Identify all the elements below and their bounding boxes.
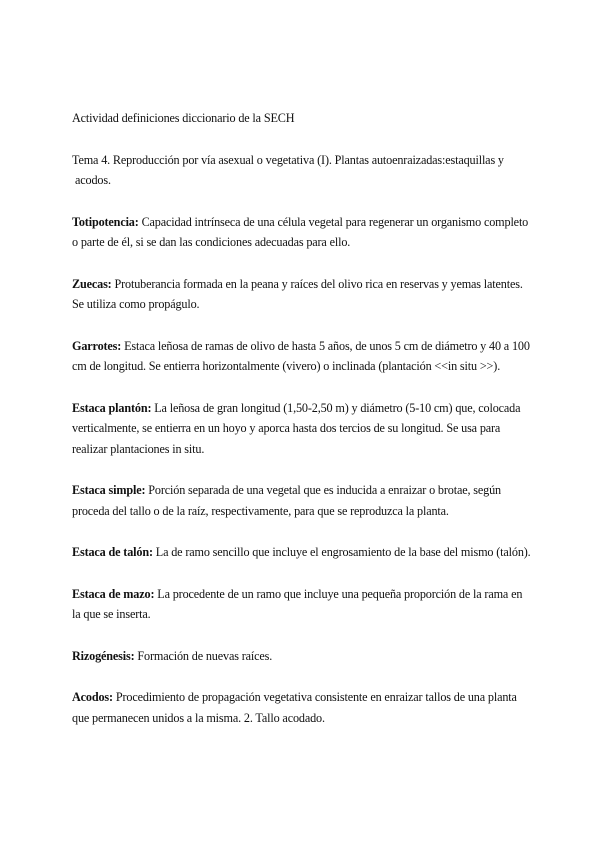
definition-entry-zuecas [72, 274, 532, 315]
definition-text: La procedente de un ramo que incluye una pequeña proporción de la rama en la que se inserta. [72, 586, 523, 621]
definition-text: Procedimiento de propagación vegetativa consistente en enraizar tallos de una planta que permanecen unidos a la misma. 2. Tallo acodado. [72, 690, 517, 725]
definition-term: Zuecas: [72, 276, 112, 291]
definition-text: La leñosa de gran longitud (1,50-2,50 m) y diámetro (5-10 cm) que, colocada verticalmente, se entierra en un hoyo y aporca hasta dos tercios de su longitud. Se usa para realizar plantaciones in situ. [72, 400, 521, 456]
definition-term: Estaca de mazo: [72, 586, 155, 601]
definition-term: Estaca plantón: [72, 400, 152, 415]
definition-term: Rizogénesis: [72, 648, 135, 663]
definition-text: Capacidad intrínseca de una célula vegetal para regenerar un organismo completo o parte de él, si se dan las condiciones adecuadas para ello. [72, 214, 529, 249]
definition-entry-garrotes [72, 336, 532, 377]
definition-text: La de ramo sencillo que incluye el engrosamiento de la base del mismo (talón). [152, 545, 531, 559]
definition-entry-rizogenesis [72, 646, 532, 667]
document-title: Actividad definiciones diccionario de la SECH [72, 111, 295, 125]
definition-term: Totipotencia: [72, 214, 139, 229]
definition-entry-estaca-simple [72, 480, 532, 521]
definition-term: Estaca simple: [72, 483, 146, 497]
definition-entry-acodos [72, 687, 532, 728]
definition-text: Estaca leñosa de ramas de olivo de hasta 5 años, de unos 5 cm de diámetro y 40 a 100 cm de longitud. Se entierra horizontalmente (vivero) o inclinada (plantación <<in situ >>). [72, 338, 530, 373]
definition-term: Garrotes: [72, 338, 122, 353]
definition-term: Acodos: [72, 690, 113, 704]
definition-text: Formación de nuevas raíces. [134, 648, 273, 663]
definition-entry-estaca-de-mazo [72, 584, 532, 625]
definition-entry-estaca-de-talon [72, 542, 532, 563]
definition-entry-totipotencia [72, 212, 532, 253]
document-subtitle: Tema 4. Reproducción por vía asexual o vegetativa (I). Plantas autoenraizadas:estaquillas y acodos. [72, 152, 504, 187]
document-page [72, 108, 532, 749]
definition-text: Porción separada de una vegetal que es inducida a enraizar o brotae, según proceda del tallo o de la raíz, respectivamente, para que se reproduzca la planta. [72, 483, 501, 518]
definition-entry-estaca-planton [72, 398, 532, 460]
definition-text: Protuberancia formada en la peana y raíces del olivo rica en reservas y yemas latentes. Se utiliza como propágulo. [72, 276, 523, 311]
definition-term: Estaca de talón: [72, 545, 153, 559]
